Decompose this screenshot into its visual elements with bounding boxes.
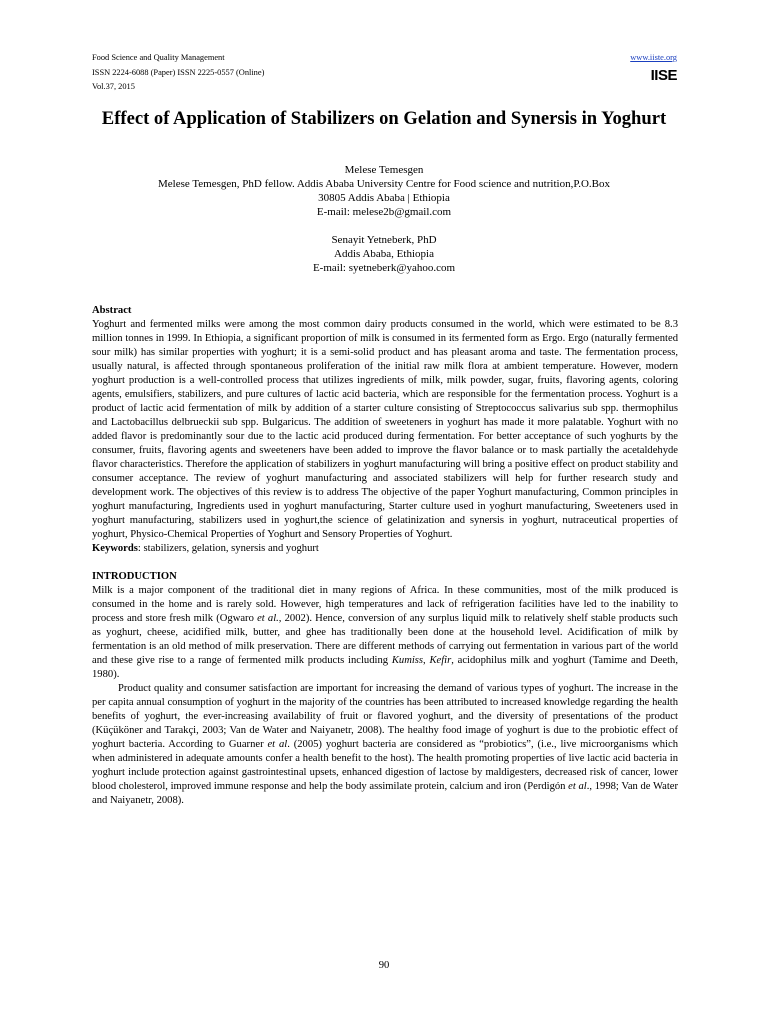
publisher-header (630, 51, 677, 85)
author1-name: Melese Temesgen (344, 164, 424, 176)
page-number: 90 (378, 960, 390, 971)
introduction-heading: INTRODUCTION (92, 571, 177, 582)
author-block (92, 163, 676, 275)
keywords-label: Keywords (92, 543, 138, 554)
main-text (92, 304, 678, 808)
publisher-link[interactable]: www.iiste.org (630, 53, 677, 62)
introduction-paragraph-1: Milk is a major component of the traditional diet in many regions of Africa. In these communities, most of the milk produced is consumed in the home and is rarely sold. However, high temperatures and lack of refrigeration facilities have led to the inability to process and store fresh milk (Ogwaro et al., 2002). Hence, conversion of any surplus liquid milk to relatively shelf stable products such as yoghurt, cheese, acidified milk, butter, and ghee has traditionally been done at the household level. Acidification of milk by fermentation is an old method of milk preservation. There are different methods of carrying out fermentation in various part of the world and these give rise to a range of fermented milk products including Kumiss, Kefir, acidophilus milk and yoghurt (Tamime and Deeth, 1980). (92, 585, 678, 680)
abstract-text: Yoghurt and fermented milks were among the most common dairy products consumed in the world, which were estimated to be 8.3 million tonnes in 1999. In Ethiopia, a significant proportion of milk is consumed in its fermented form as Ergo. Ergo (naturally fermented sour milk) has similar properties with yoghurt; it is a semi-solid product and has pleasant aroma and taste. The fermentation process, usually natural, is affected through spontaneous proliferation of the initial raw milk flora at ambient temperature. However, modern yoghurt production is a well-controlled process that utilizes ingredients of milk, milk powder, sugar, fruits, flavoring agents, coloring agents, emulsifiers, stabilizers, and pure cultures of lactic acid bacteria, which are responsible for the fermentation process. Yoghurt is a product of lactic acid fermentation of milk by addition of a starter culture consisting of Streptococcus salivarius sub spp. thermophilus and Lactobacillus delbrueckii sub spp. Bulgaricus. The addition of sweeteners in yoghurt has made it more palatable. Yoghurt with no added flavor is predominantly sour due to the lactic acid produced during fermentation. For better acceptance of such yoghurts by the consumer, fruits, flavoring agents and sweeteners have been added to improve the flavor balance or to mask partially the acetaldehyde flavor characteristics. Therefore the application of stabilizers in yoghurt manufacturing will bring a positive effect on product stability and consumer acceptance. The review of yoghurt manufacturing and associated stabilizers will help for further research study and development work. The objectives of this review is to address The objective of the paper Yoghurt manufacturing, Common principles in yoghurt manufacturing, Ingredients used in yoghurt manufacturing, Starter culture used in yoghurt manufacturing, Sweeteners used in yoghurt manufacturing, stabilizers used in yoghurt,the science of gelatinization and synersis in yoghurt, nutraceutical properties of yoghurt, Physico-Chemical Properties of Yoghurt and Sensory Properties of Yoghurt. (92, 319, 678, 540)
abstract-heading: Abstract (92, 305, 132, 316)
keywords-line (92, 542, 678, 556)
keywords-text: : stabilizers, gelation, synersis and yoghurt (137, 543, 319, 554)
journal-name: Food Science and Quality Management (92, 53, 225, 62)
journal-header (92, 51, 264, 95)
introduction-paragraph-2: Product quality and consumer satisfaction are important for increasing the demand of various types of yoghurt. The increase in the per capita annual consumption of yoghurt in the majority of the countries has been attributed to increased knowledge regarding the health benefits of yoghurt, the ever-increasing availability of fruit or flavored yoghurt, and the diversity of presentations of the product (Küçüköner and Tarakçi, 2003; Van de Water and Naiyanetr, 2008). The healthy food image of yoghurt is due to the probiotic effect of yoghurt bacteria. According to Guarner et al. (2005) yoghurt bacteria are considered as “probiotics”, (i.e., live microorganisms which when administered in adequate amounts confer a health benefit to the host). The health promoting properties of live lactic acid bacteria in yoghurt include protection against gastrointestinal upsets, enhanced digestion of lactose by maldigesters, decreased risk of cancer, lower blood cholesterol, improved immune response and help the body assimilate protein, calcium and iron (Perdigón et al., 1998; Van de Water and Naiyanetr, 2008). (92, 683, 679, 806)
issn-line: ISSN 2224-6088 (Paper) ISSN 2225-0557 (Online) (92, 67, 265, 77)
iiste-logo: IISE (650, 67, 677, 84)
author2-email: E-mail: syetneberk@yahoo.com (312, 262, 456, 274)
volume-line: Vol.37, 2015 (92, 82, 135, 91)
author2-name: Senayit Yetneberk, PhD (331, 234, 437, 246)
paper-title: Effect of Application of Stabilizers on Gelation and Synersis in Yoghurt (101, 108, 667, 129)
author1-affiliation: Melese Temesgen, PhD fellow. Addis Ababa University Centre for Food science and nutrition,P.O.Box (158, 178, 610, 190)
author1-address: 30805 Addis Ababa | Ethiopia (318, 192, 450, 204)
author1-email: E-mail: melese2b@gmail.com (316, 206, 452, 218)
author2-affiliation: Addis Ababa, Ethiopia (334, 248, 434, 260)
